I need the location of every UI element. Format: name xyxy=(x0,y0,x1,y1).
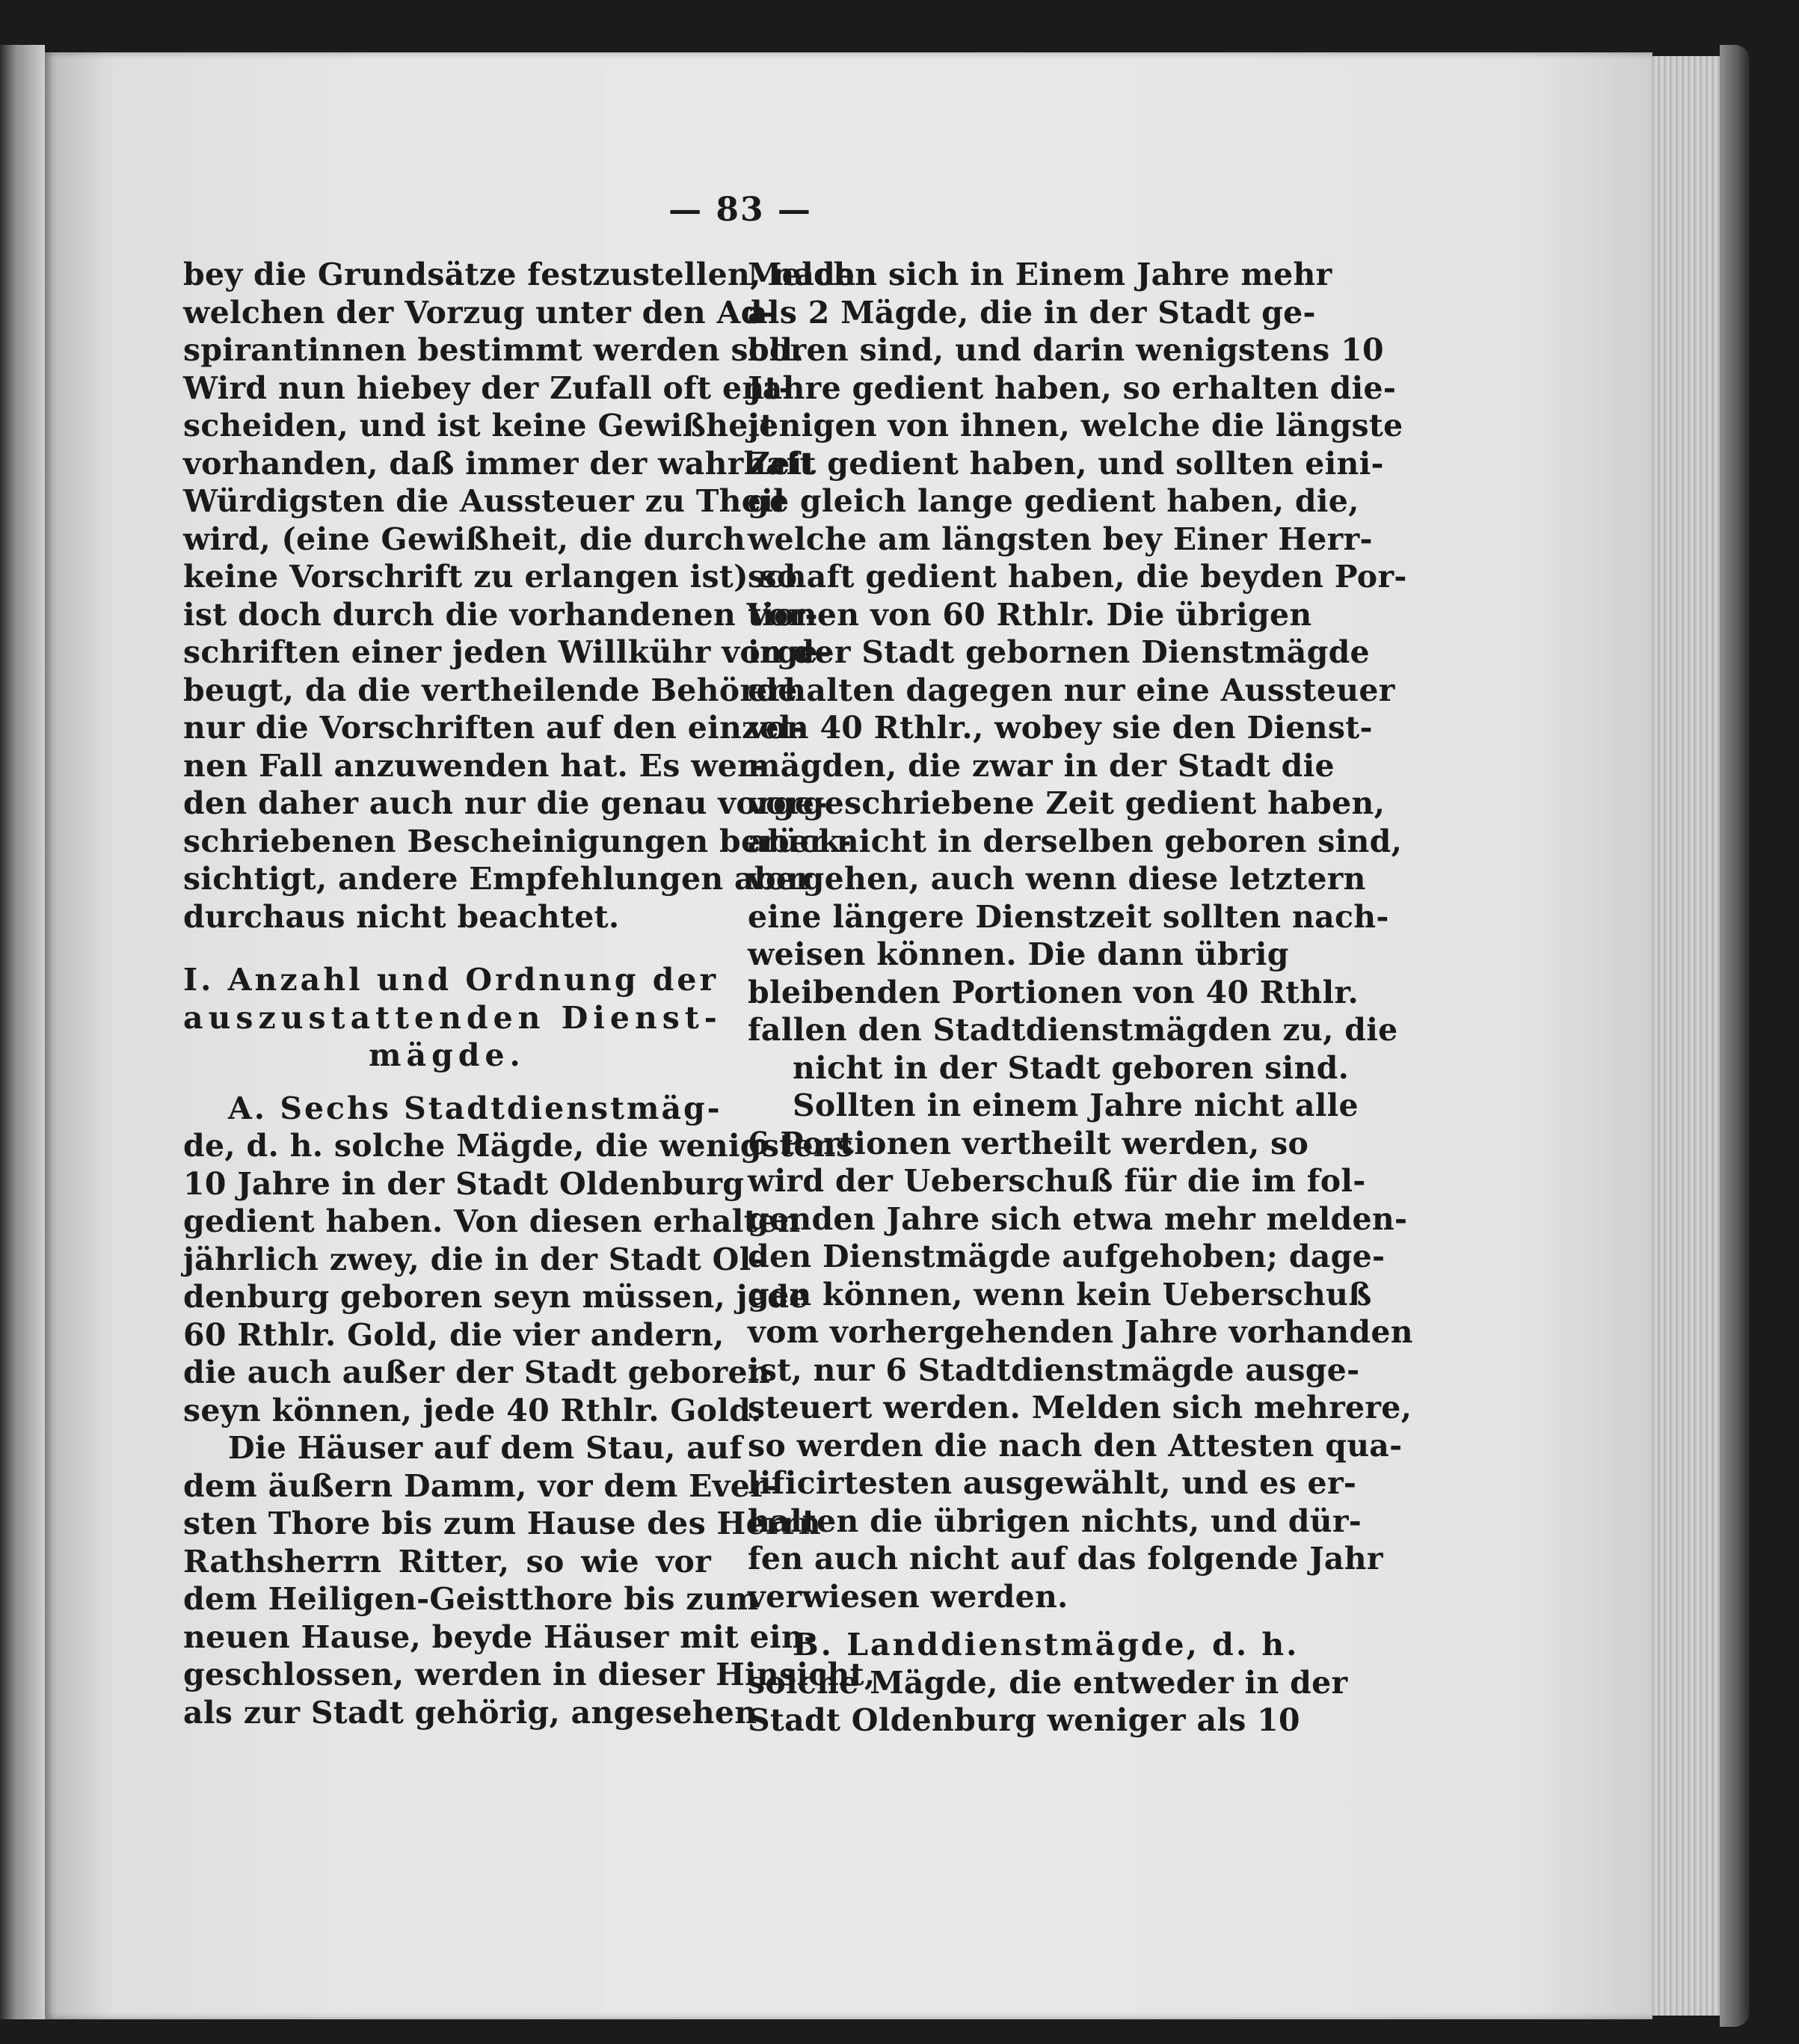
text-line: jährlich zwey, die in der Stadt Ol- xyxy=(183,1241,764,1277)
paragraph xyxy=(748,1087,1413,1615)
text-line: fen auch nicht auf das folgende Jahr xyxy=(748,1541,1383,1577)
text-line: tionen von 60 Rthlr. Die übrigen xyxy=(748,596,1312,633)
text-line: keine Vorschrift zu erlangen ist) so xyxy=(183,559,798,595)
right-text-column xyxy=(748,256,1413,1740)
heading-line: mägde. xyxy=(369,1037,526,1073)
section-heading xyxy=(183,961,722,1075)
text-line: sten Thore bis zum Hause des Herrn xyxy=(183,1506,821,1541)
text-line: ist, nur 6 Stadtdienstmägde ausge- xyxy=(748,1351,1360,1388)
text-line: weisen können. Die dann übrig xyxy=(748,936,1289,972)
paragraph xyxy=(748,256,1407,1087)
text-line: Würdigsten die Aussteuer zu Theil xyxy=(183,483,785,519)
text-line: dem Heiligen-Geistthore bis zum xyxy=(183,1581,759,1617)
text-line: Zeit gedient haben, und sollten eini- xyxy=(748,445,1384,482)
left-text-column xyxy=(183,256,876,1731)
text-line: lificirtesten ausgewählt, und es er- xyxy=(748,1465,1357,1501)
paragraph xyxy=(183,256,856,936)
text-line: 60 Rthlr. Gold, die vier andern, xyxy=(183,1316,725,1353)
previous-page-edge xyxy=(0,45,45,2019)
text-line: so werden die nach den Attesten qua- xyxy=(748,1427,1403,1464)
text-line: nen Fall anzuwenden hat. Es wer- xyxy=(183,747,767,784)
text-line: beugt, da die vertheilende Behörde xyxy=(183,672,798,708)
text-line: vorgehen, auch wenn diese letztern xyxy=(748,861,1366,897)
text-line: aber nicht in derselben geboren sind, xyxy=(748,823,1403,859)
text-line: in der Stadt gebornen Dienstmägde xyxy=(748,634,1370,670)
text-line: Sollten in einem Jahre nicht alle xyxy=(793,1087,1359,1123)
paragraph xyxy=(748,1626,1348,1740)
text-line: halten die übrigen nichts, und dür- xyxy=(748,1503,1362,1539)
text-line: durchaus nicht beachtet. xyxy=(183,898,620,935)
text-line: 10 Jahre in der Stadt Oldenburg xyxy=(183,1165,745,1202)
text-line: solche Mägde, die entweder in der xyxy=(748,1664,1348,1701)
spacer xyxy=(183,936,711,961)
text-line: ist doch durch die vorhandenen Vor- xyxy=(183,596,818,633)
text-line: nur die Vorschriften auf den einzel- xyxy=(183,710,805,746)
text-line: steuert werden. Melden sich mehrere, xyxy=(748,1390,1412,1425)
text-line: neuen Hause, beyde Häuser mit ein- xyxy=(183,1618,817,1655)
text-line: Wird nun hiebey der Zufall oft ent- xyxy=(183,369,793,406)
text-line: wird der Ueberschuß für die im fol- xyxy=(748,1163,1366,1199)
text-line: schriften einer jeden Willkühr vorge- xyxy=(183,634,831,670)
text-line: nicht in der Stadt geboren sind. xyxy=(793,1049,1350,1086)
paragraph xyxy=(183,1429,876,1731)
text-line: fallen den Stadtdienstmägden zu, die xyxy=(748,1012,1398,1048)
text-line: den daher auch nur die genau vorge- xyxy=(183,785,828,821)
text-line: boren sind, und darin wenigstens 10 xyxy=(748,332,1384,368)
text-line: als 2 Mägde, die in der Stadt ge- xyxy=(748,294,1316,331)
text-line: gen können, wenn kein Ueberschuß xyxy=(748,1276,1372,1313)
text-line: A. Sechs Stadtdienstmäg- xyxy=(228,1090,722,1126)
text-line: genden Jahre sich etwa mehr melden- xyxy=(748,1200,1408,1237)
text-line: B. Landdienstmägde, d. h. xyxy=(793,1627,1300,1663)
text-line: 6 Portionen vertheilt werden, so xyxy=(748,1125,1309,1161)
text-line: eine längere Dienstzeit sollten nach- xyxy=(748,898,1389,935)
text-line: verwiesen werden. xyxy=(748,1578,1068,1615)
text-line: vorgeschriebene Zeit gedient haben, xyxy=(748,785,1386,821)
text-line: Rathsherrn Ritter, so wie vor xyxy=(183,1543,711,1580)
paragraph xyxy=(183,1090,854,1430)
text-line: jenigen von ihnen, welche die längste xyxy=(748,408,1403,444)
text-line: von 40 Rthlr., wobey sie den Dienst- xyxy=(748,710,1373,746)
page-number: — 83 — xyxy=(668,191,812,229)
text-line: dem äußern Damm, vor dem Ever- xyxy=(183,1467,780,1504)
spacer xyxy=(748,1615,1276,1626)
text-line: mägden, die zwar in der Stadt die xyxy=(748,747,1335,784)
text-line: als zur Stadt gehörig, angesehen. xyxy=(183,1694,768,1731)
text-line: Jahre gedient haben, so erhalten die- xyxy=(748,369,1397,406)
text-line: Stadt Oldenburg weniger als 10 xyxy=(748,1702,1300,1738)
text-line: spirantinnen bestimmt werden soll. xyxy=(183,332,804,368)
text-line: Melden sich in Einem Jahre mehr xyxy=(748,257,1332,292)
text-line: de, d. h. solche Mägde, die wenigstens xyxy=(183,1128,854,1164)
text-line: wird, (eine Gewißheit, die durch xyxy=(183,521,746,557)
text-line: die auch außer der Stadt geboren xyxy=(183,1354,770,1390)
text-line: ge gleich lange gedient haben, die, xyxy=(748,483,1359,519)
text-line: bey die Grundsätze festzustellen, nach xyxy=(183,257,856,292)
text-line: sichtigt, andere Empfehlungen aber xyxy=(183,861,813,897)
text-line: vorhanden, daß immer der wahrhaft xyxy=(183,445,814,482)
text-line: denburg geboren seyn müssen, jede xyxy=(183,1279,809,1315)
text-line: erhalten dagegen nur eine Aussteuer xyxy=(748,672,1395,708)
text-line: Die Häuser auf dem Stau, auf xyxy=(228,1430,743,1466)
text-line: gedient haben. Von diesen erhalten xyxy=(183,1203,801,1239)
text-line: welche am längsten bey Einer Herr- xyxy=(748,521,1373,557)
text-line: welchen der Vorzug unter den Ad- xyxy=(183,294,776,331)
heading-line: I. Anzahl und Ordnung der xyxy=(183,962,719,998)
text-line: schaft gedient haben, die beyden Por- xyxy=(748,559,1407,595)
text-line: seyn können, jede 40 Rthlr. Gold. xyxy=(183,1392,762,1428)
text-line: vom vorhergehenden Jahre vorhanden xyxy=(748,1314,1413,1350)
text-line: scheiden, und ist keine Gewißheit xyxy=(183,408,775,444)
text-line: geschlossen, werden in dieser Hinsicht, xyxy=(183,1657,876,1692)
text-line: schriebenen Bescheinigungen berück- xyxy=(183,823,852,859)
spacer xyxy=(183,1075,711,1090)
text-line: bleibenden Portionen von 40 Rthlr. xyxy=(748,974,1359,1010)
heading-line: auszustattenden Dienst- xyxy=(183,999,722,1036)
book-cover-edge xyxy=(1720,45,1750,2027)
text-line: den Dienstmägde aufgehoben; dage- xyxy=(748,1239,1386,1274)
